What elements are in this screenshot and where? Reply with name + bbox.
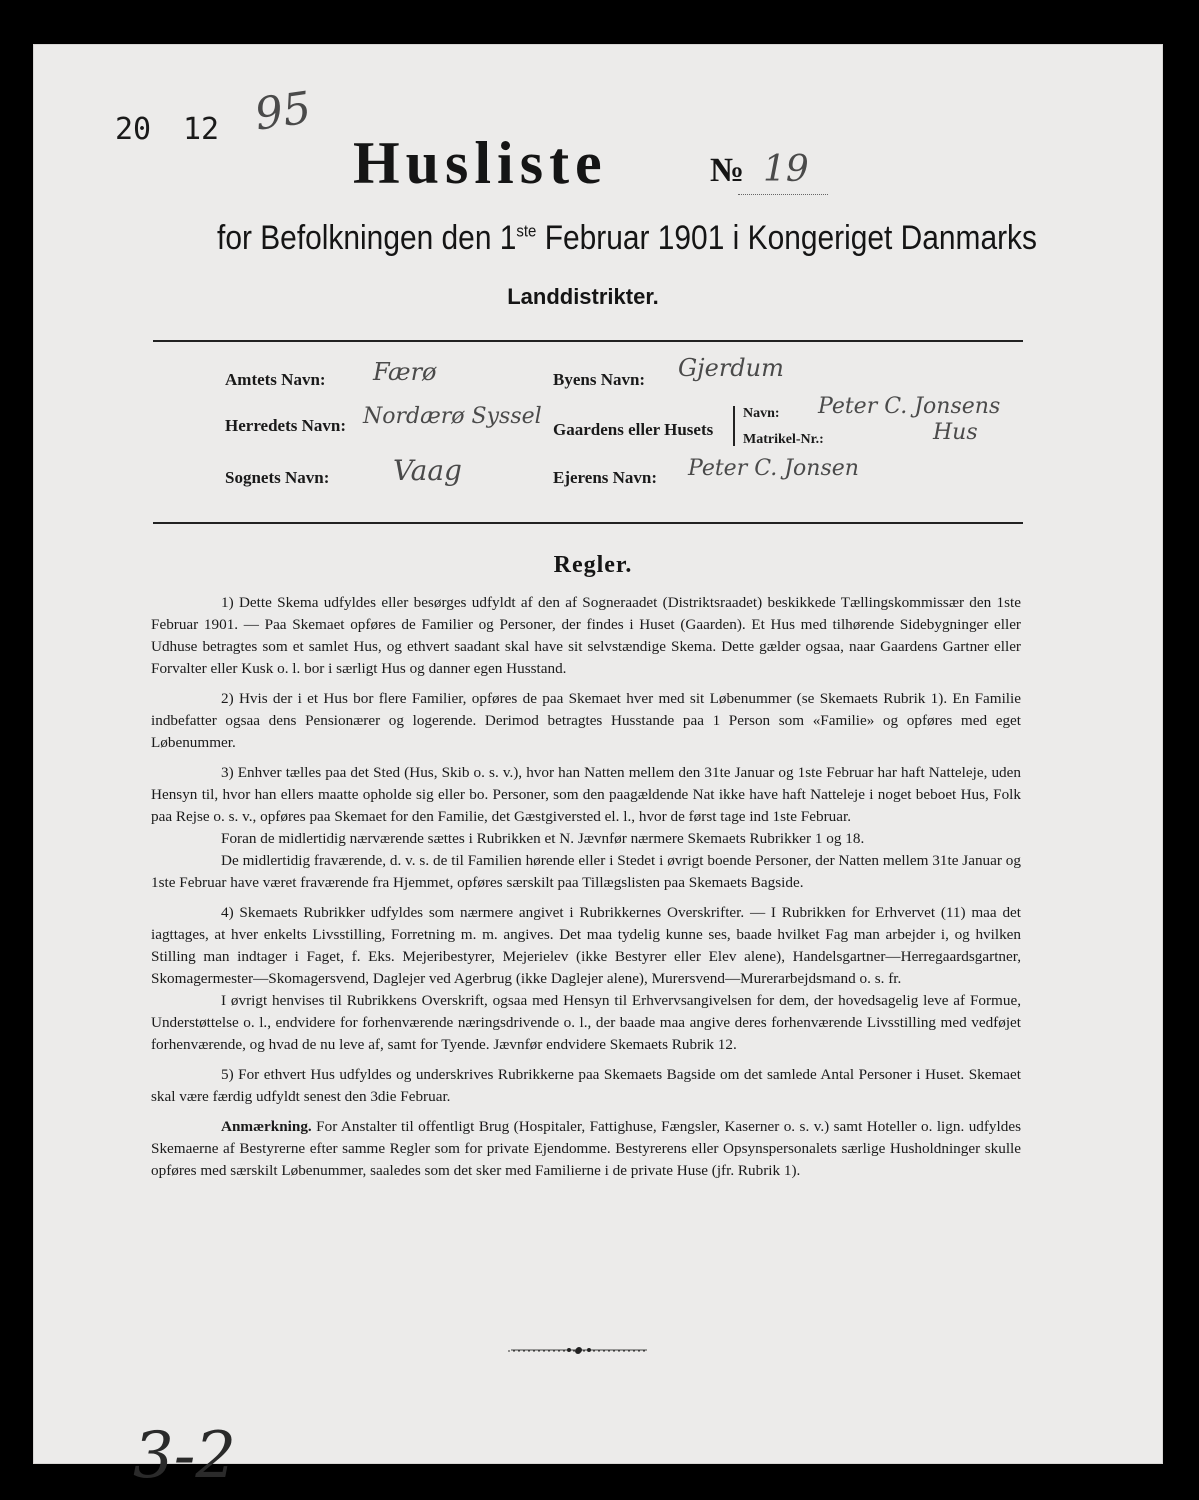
farm-name-value: Peter C. Jonsens bbox=[818, 394, 1001, 419]
handwritten-page-number: 95 bbox=[251, 82, 315, 141]
rule-2: 2) Hvis der i et Hus bor flere Familier, opføres de paa Skemaet hver med sit Løbenummer (se Skemaets Rubrik 1). En Familie indbefatter ogsaa dens Pensionærer og logerende. Derimod betragtes Husstande paa 1 Person som «Familie» og opføres med eget Løbenummer. bbox=[151, 690, 1021, 751]
rule-3-present: Foran de midlertidig nærværende sættes i Rubrikken et N. Jævnfør nærmere Skemaets Rubrikker 1 og 18. bbox=[221, 830, 865, 847]
note-label: Anmærkning. bbox=[221, 1118, 312, 1135]
town-label: Byens Navn: bbox=[553, 370, 646, 389]
rule-4: 4) Skemaets Rubrikker udfyldes som nærmere angivet i Rubrikkernes Overskrifter. — I Rubrikken for Erhvervet (11) maa det iagttages, at hver enkelts Livsstilling, Forretning m. m. angives. Det maa tydelig kunne ses, baade hvilket Fag man arbejder i, og hvilken Stilling man indtager i Faget, f. Eks. Mejeribestyrer, Mejerielev (ikke Bestyrer eller Elev alene), Handelsgartner—Herregaardsgartner, Skomagermester—Skomagersvend, Daglejer ved Agerbrug (ikke Daglejer alene), Murersvend—Murerarbejdsmand o. s. fr. bbox=[151, 904, 1021, 987]
handwritten-archive-mark: 3-2 bbox=[133, 1419, 237, 1493]
household-number: 19 bbox=[763, 149, 809, 190]
bottom-divider bbox=[153, 522, 1023, 524]
district-name-value: Nordærø Syssel bbox=[363, 404, 542, 429]
farm-label: Gaardens eller Husets bbox=[553, 420, 714, 439]
number-underline bbox=[738, 194, 828, 195]
district-name-label: Herredets Navn: bbox=[225, 416, 347, 435]
county-value: Færø bbox=[373, 358, 437, 386]
top-divider bbox=[153, 340, 1023, 342]
rules-heading: Regler. bbox=[553, 552, 633, 578]
farm-bracket bbox=[733, 406, 735, 446]
cadastral-value: Hus bbox=[933, 420, 978, 445]
number-sign: № bbox=[710, 152, 745, 189]
farm-name-label: Navn: bbox=[743, 406, 780, 421]
rule-5: 5) For ethvert Hus udfyldes og underskrives Rubrikkerne paa Skemaets Bagside om det samlede Antal Personer i Huset. Skemaet skal være færdig udfyldt senest den 3die Februar. bbox=[151, 1066, 1021, 1105]
cadastral-label: Matrikel-Nr.: bbox=[743, 432, 824, 447]
rule-1: 1) Dette Skema udfyldes eller besørges udfyldt af den af Sogneraadet (Distriktsraadet) beskikkede Tællingskommissær den 1ste Februar 1901. — Paa Skemaet opføres de Familier og Personer, der findes i Huset (Gaarden). Et Hus med tilhørende Sidebygninger eller Udhuse betragtes som et samlet Hus, og ethvert saadant skal have sit selvstændige Skema. Dette gælder ogsaa, naar Gaardens Gartner eller Forvalter eller Kusk o. l. bor i særligt Hus og danner egen Husstand. bbox=[151, 594, 1021, 677]
rule-4-occupation: I øvrigt henvises til Rubrikkens Overskrift, ogsaa med Hensyn til Erhvervsangivelsen for dem, der hovedsagelig leve af Formue, Understøttelse o. l., endvidere for forhenværende næringsdrivende o. l., der baade maa angive deres forhenværende Livsstilling med vedføjet forhenværende, og hvad de nu leve af, samt for Tyende. Jævnfør endvidere Skemaets Rubrik 12. bbox=[151, 992, 1021, 1053]
town-value: Gjerdum bbox=[678, 354, 784, 382]
parish-label: Sognets Navn: bbox=[225, 468, 330, 487]
district-heading: Landdistrikter. bbox=[507, 284, 659, 309]
county-label: Amtets Navn: bbox=[225, 370, 326, 389]
note-text: For Anstalter til offentligt Brug (Hospitaler, Fattighuse, Fængsler, Kaserner o. s. v.) samt Hoteller o. lign. udfyldes Skemaerne af Bestyrerne efter samme Regler som for private Ejendomme. Bestyrerens eller Opsynspersonalets særlige Husholdninger skulle opføres med særskilt Løbenummer, saaledes som det sker med Familierne i de private Huse (jfr. Rubrik 1). bbox=[151, 1118, 1021, 1179]
census-form-page bbox=[33, 44, 1163, 1493]
owner-label: Ejerens Navn: bbox=[553, 468, 658, 487]
rules-text bbox=[151, 592, 1021, 1190]
form-number-left: 20 bbox=[115, 112, 152, 147]
rule-3-absent: De midlertidig fraværende, d. v. s. de til Familien hørende eller i Stedet i øvrigt boende Personer, der Natten mellem 31te Januar og 1ste Februar have været fraværende fra Hjemmet, opføres særskilt paa Tillægslisten paa Skemaets Bagside. bbox=[151, 852, 1021, 891]
note bbox=[151, 1116, 1021, 1182]
parish-value: Vaag bbox=[393, 454, 462, 487]
ornament-line bbox=[511, 1344, 647, 1356]
form-number-right: 12 bbox=[183, 112, 220, 147]
page-title: Husliste bbox=[353, 130, 608, 196]
rule-3: 3) Enhver tælles paa det Sted (Hus, Skib o. s. v.), hvor han Natten mellem den 31te Januar og 1ste Februar har haft Natteleje, uden Hensyn til, hvor han ellers maatte opholde sig eller bo. Personer, som den paagældende Nat ikke have haft Natteleje i noget beboet Hus, Folk paa Rejse o. s. v., opføres paa Skemaet for den Familie, det Gæstgiversted el. l., hvor de først tage ind 1ste Februar. bbox=[151, 764, 1021, 825]
owner-value: Peter C. Jonsen bbox=[688, 456, 859, 481]
page-subtitle: for Befolkningen den 1ste Februar 1901 i Kongeriget Danmarks bbox=[217, 219, 1037, 257]
